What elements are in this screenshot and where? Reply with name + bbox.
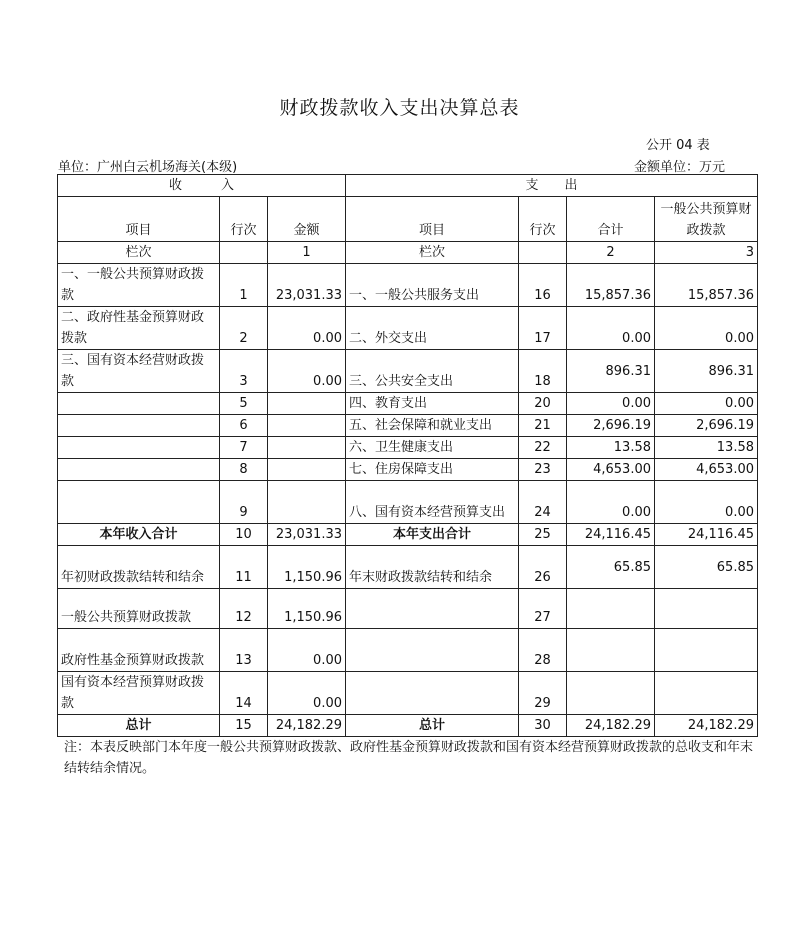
expense-row-number: 20 — [519, 393, 567, 415]
income-row-number: 9 — [220, 481, 268, 524]
expense-general-budget: 896.31 — [655, 350, 758, 393]
expense-item-cell: 四、教育支出 — [346, 393, 519, 415]
income-item-cell — [58, 459, 220, 481]
income-amount — [268, 393, 346, 415]
col-header-total: 合计 — [567, 197, 655, 242]
seq-number: 1 — [268, 242, 346, 264]
col-header-row: 行次 — [519, 197, 567, 242]
col-header-item: 项目 — [346, 197, 519, 242]
page-title: 财政拨款收入支出决算总表 — [279, 97, 520, 119]
expense-item-cell: 七、住房保障支出 — [346, 459, 519, 481]
income-row-number: 6 — [220, 415, 268, 437]
expense-total: 15,857.36 — [567, 264, 655, 307]
expense-item-cell — [346, 589, 519, 629]
income-row-number: 14 — [220, 672, 268, 715]
expense-row-number: 23 — [519, 459, 567, 481]
income-amount: 1,150.96 — [268, 589, 346, 629]
expense-item-cell: 三、公共安全支出 — [346, 350, 519, 393]
income-amount: 23,031.33 — [268, 524, 346, 546]
expense-row-number: 25 — [519, 524, 567, 546]
expense-general-budget: 13.58 — [655, 437, 758, 459]
income-amount: 24,182.29 — [268, 715, 346, 737]
seq-label: 栏次 — [58, 242, 220, 264]
table-row — [58, 524, 758, 546]
expense-item-cell: 六、卫生健康支出 — [346, 437, 519, 459]
expense-general-budget — [655, 589, 758, 629]
table-row — [58, 393, 758, 415]
income-amount: 1,150.96 — [268, 546, 346, 589]
expense-total — [567, 672, 655, 715]
expense-general-budget: 15,857.36 — [655, 264, 758, 307]
income-row-number: 12 — [220, 589, 268, 629]
expense-row-number: 24 — [519, 481, 567, 524]
expense-general-budget: 0.00 — [655, 393, 758, 415]
income-item-cell — [58, 415, 220, 437]
expense-section-header: 支 出 — [346, 175, 758, 197]
expense-total: 0.00 — [567, 307, 655, 350]
expense-total: 24,182.29 — [567, 715, 655, 737]
seq-number: 2 — [567, 242, 655, 264]
table-row — [58, 672, 758, 715]
amount-unit-label: 金额单位：万元 — [634, 160, 726, 175]
seq-number: 3 — [655, 242, 758, 264]
income-amount: 0.00 — [268, 672, 346, 715]
unit-label: 单位：广州白云机场海关(本级) — [58, 160, 238, 175]
table-row — [58, 546, 758, 589]
table-row — [58, 589, 758, 629]
expense-item-cell — [346, 629, 519, 672]
income-row-number: 7 — [220, 437, 268, 459]
income-item-cell: 二、政府性基金预算财政拨款 — [58, 307, 220, 350]
expense-item-cell: 一、一般公共服务支出 — [346, 264, 519, 307]
income-item-cell: 一、一般公共预算财政拨款 — [58, 264, 220, 307]
income-row-number: 11 — [220, 546, 268, 589]
income-row-number: 1 — [220, 264, 268, 307]
expense-total: 0.00 — [567, 481, 655, 524]
expense-total: 896.31 — [567, 350, 655, 393]
expense-item-cell: 本年支出合计 — [346, 524, 519, 546]
expense-row-number: 30 — [519, 715, 567, 737]
expense-row-number: 16 — [519, 264, 567, 307]
expense-general-budget: 4,653.00 — [655, 459, 758, 481]
expense-item-cell — [346, 672, 519, 715]
income-amount: 0.00 — [268, 629, 346, 672]
income-item-cell: 年初财政拨款结转和结余 — [58, 546, 220, 589]
expense-general-budget: 24,182.29 — [655, 715, 758, 737]
table-row — [58, 459, 758, 481]
income-item-cell — [58, 481, 220, 524]
expense-total — [567, 629, 655, 672]
income-item-cell — [58, 437, 220, 459]
table-row — [58, 481, 758, 524]
form-number: 公开 04 表 — [646, 138, 710, 153]
income-row-number: 3 — [220, 350, 268, 393]
income-row-number: 15 — [220, 715, 268, 737]
income-amount — [268, 459, 346, 481]
table-row — [58, 264, 758, 307]
table-row — [58, 415, 758, 437]
expense-general-budget: 2,696.19 — [655, 415, 758, 437]
income-item-cell: 总计 — [58, 715, 220, 737]
income-row-number: 2 — [220, 307, 268, 350]
expense-general-budget — [655, 672, 758, 715]
income-item-cell: 国有资本经营预算财政拨款 — [58, 672, 220, 715]
expense-general-budget: 0.00 — [655, 481, 758, 524]
table-row — [58, 437, 758, 459]
expense-general-budget: 65.85 — [655, 546, 758, 589]
income-amount: 0.00 — [268, 350, 346, 393]
expense-item-cell: 总计 — [346, 715, 519, 737]
table-row — [58, 307, 758, 350]
seq-label: 栏次 — [346, 242, 519, 264]
table-row — [58, 715, 758, 737]
expense-general-budget — [655, 629, 758, 672]
income-row-number: 13 — [220, 629, 268, 672]
income-item-cell: 三、国有资本经营财政拨款 — [58, 350, 220, 393]
table-row — [58, 629, 758, 672]
expense-row-number: 27 — [519, 589, 567, 629]
expense-row-number: 21 — [519, 415, 567, 437]
income-row-number: 10 — [220, 524, 268, 546]
expense-item-cell: 二、外交支出 — [346, 307, 519, 350]
col-header-row: 行次 — [220, 197, 268, 242]
expense-item-cell: 五、社会保障和就业支出 — [346, 415, 519, 437]
expense-general-budget: 0.00 — [655, 307, 758, 350]
income-item-cell: 一般公共预算财政拨款 — [58, 589, 220, 629]
income-row-number: 8 — [220, 459, 268, 481]
expense-total: 0.00 — [567, 393, 655, 415]
expense-total: 4,653.00 — [567, 459, 655, 481]
expense-row-number: 18 — [519, 350, 567, 393]
expense-item-cell: 八、国有资本经营预算支出 — [346, 481, 519, 524]
expense-row-number: 22 — [519, 437, 567, 459]
income-amount — [268, 415, 346, 437]
expense-row-number: 28 — [519, 629, 567, 672]
expense-total: 2,696.19 — [567, 415, 655, 437]
expense-total — [567, 589, 655, 629]
income-amount: 23,031.33 — [268, 264, 346, 307]
seq-cell — [519, 242, 567, 264]
footnote: 注：本表反映部门本年度一般公共预算财政拨款、政府性基金预算财政拨款和国有资本经营预算财政拨款的总收支和年末结转结余情况。 — [64, 740, 754, 776]
col-header-amount: 金额 — [268, 197, 346, 242]
income-amount — [268, 481, 346, 524]
expense-general-budget: 24,116.45 — [655, 524, 758, 546]
col-header-general-budget: 一般公共预算财政拨款 — [655, 197, 758, 242]
expense-total: 24,116.45 — [567, 524, 655, 546]
budget-summary-table — [57, 174, 758, 737]
income-item-cell: 政府性基金预算财政拨款 — [58, 629, 220, 672]
expense-total: 13.58 — [567, 437, 655, 459]
income-amount — [268, 437, 346, 459]
income-section-header: 收 入 — [58, 175, 346, 197]
expense-row-number: 29 — [519, 672, 567, 715]
expense-row-number: 17 — [519, 307, 567, 350]
expense-row-number: 26 — [519, 546, 567, 589]
seq-cell — [220, 242, 268, 264]
income-item-cell — [58, 393, 220, 415]
expense-item-cell: 年末财政拨款结转和结余 — [346, 546, 519, 589]
col-header-item: 项目 — [58, 197, 220, 242]
expense-total: 65.85 — [567, 546, 655, 589]
income-item-cell: 本年收入合计 — [58, 524, 220, 546]
table-row — [58, 350, 758, 393]
income-row-number: 5 — [220, 393, 268, 415]
income-amount: 0.00 — [268, 307, 346, 350]
